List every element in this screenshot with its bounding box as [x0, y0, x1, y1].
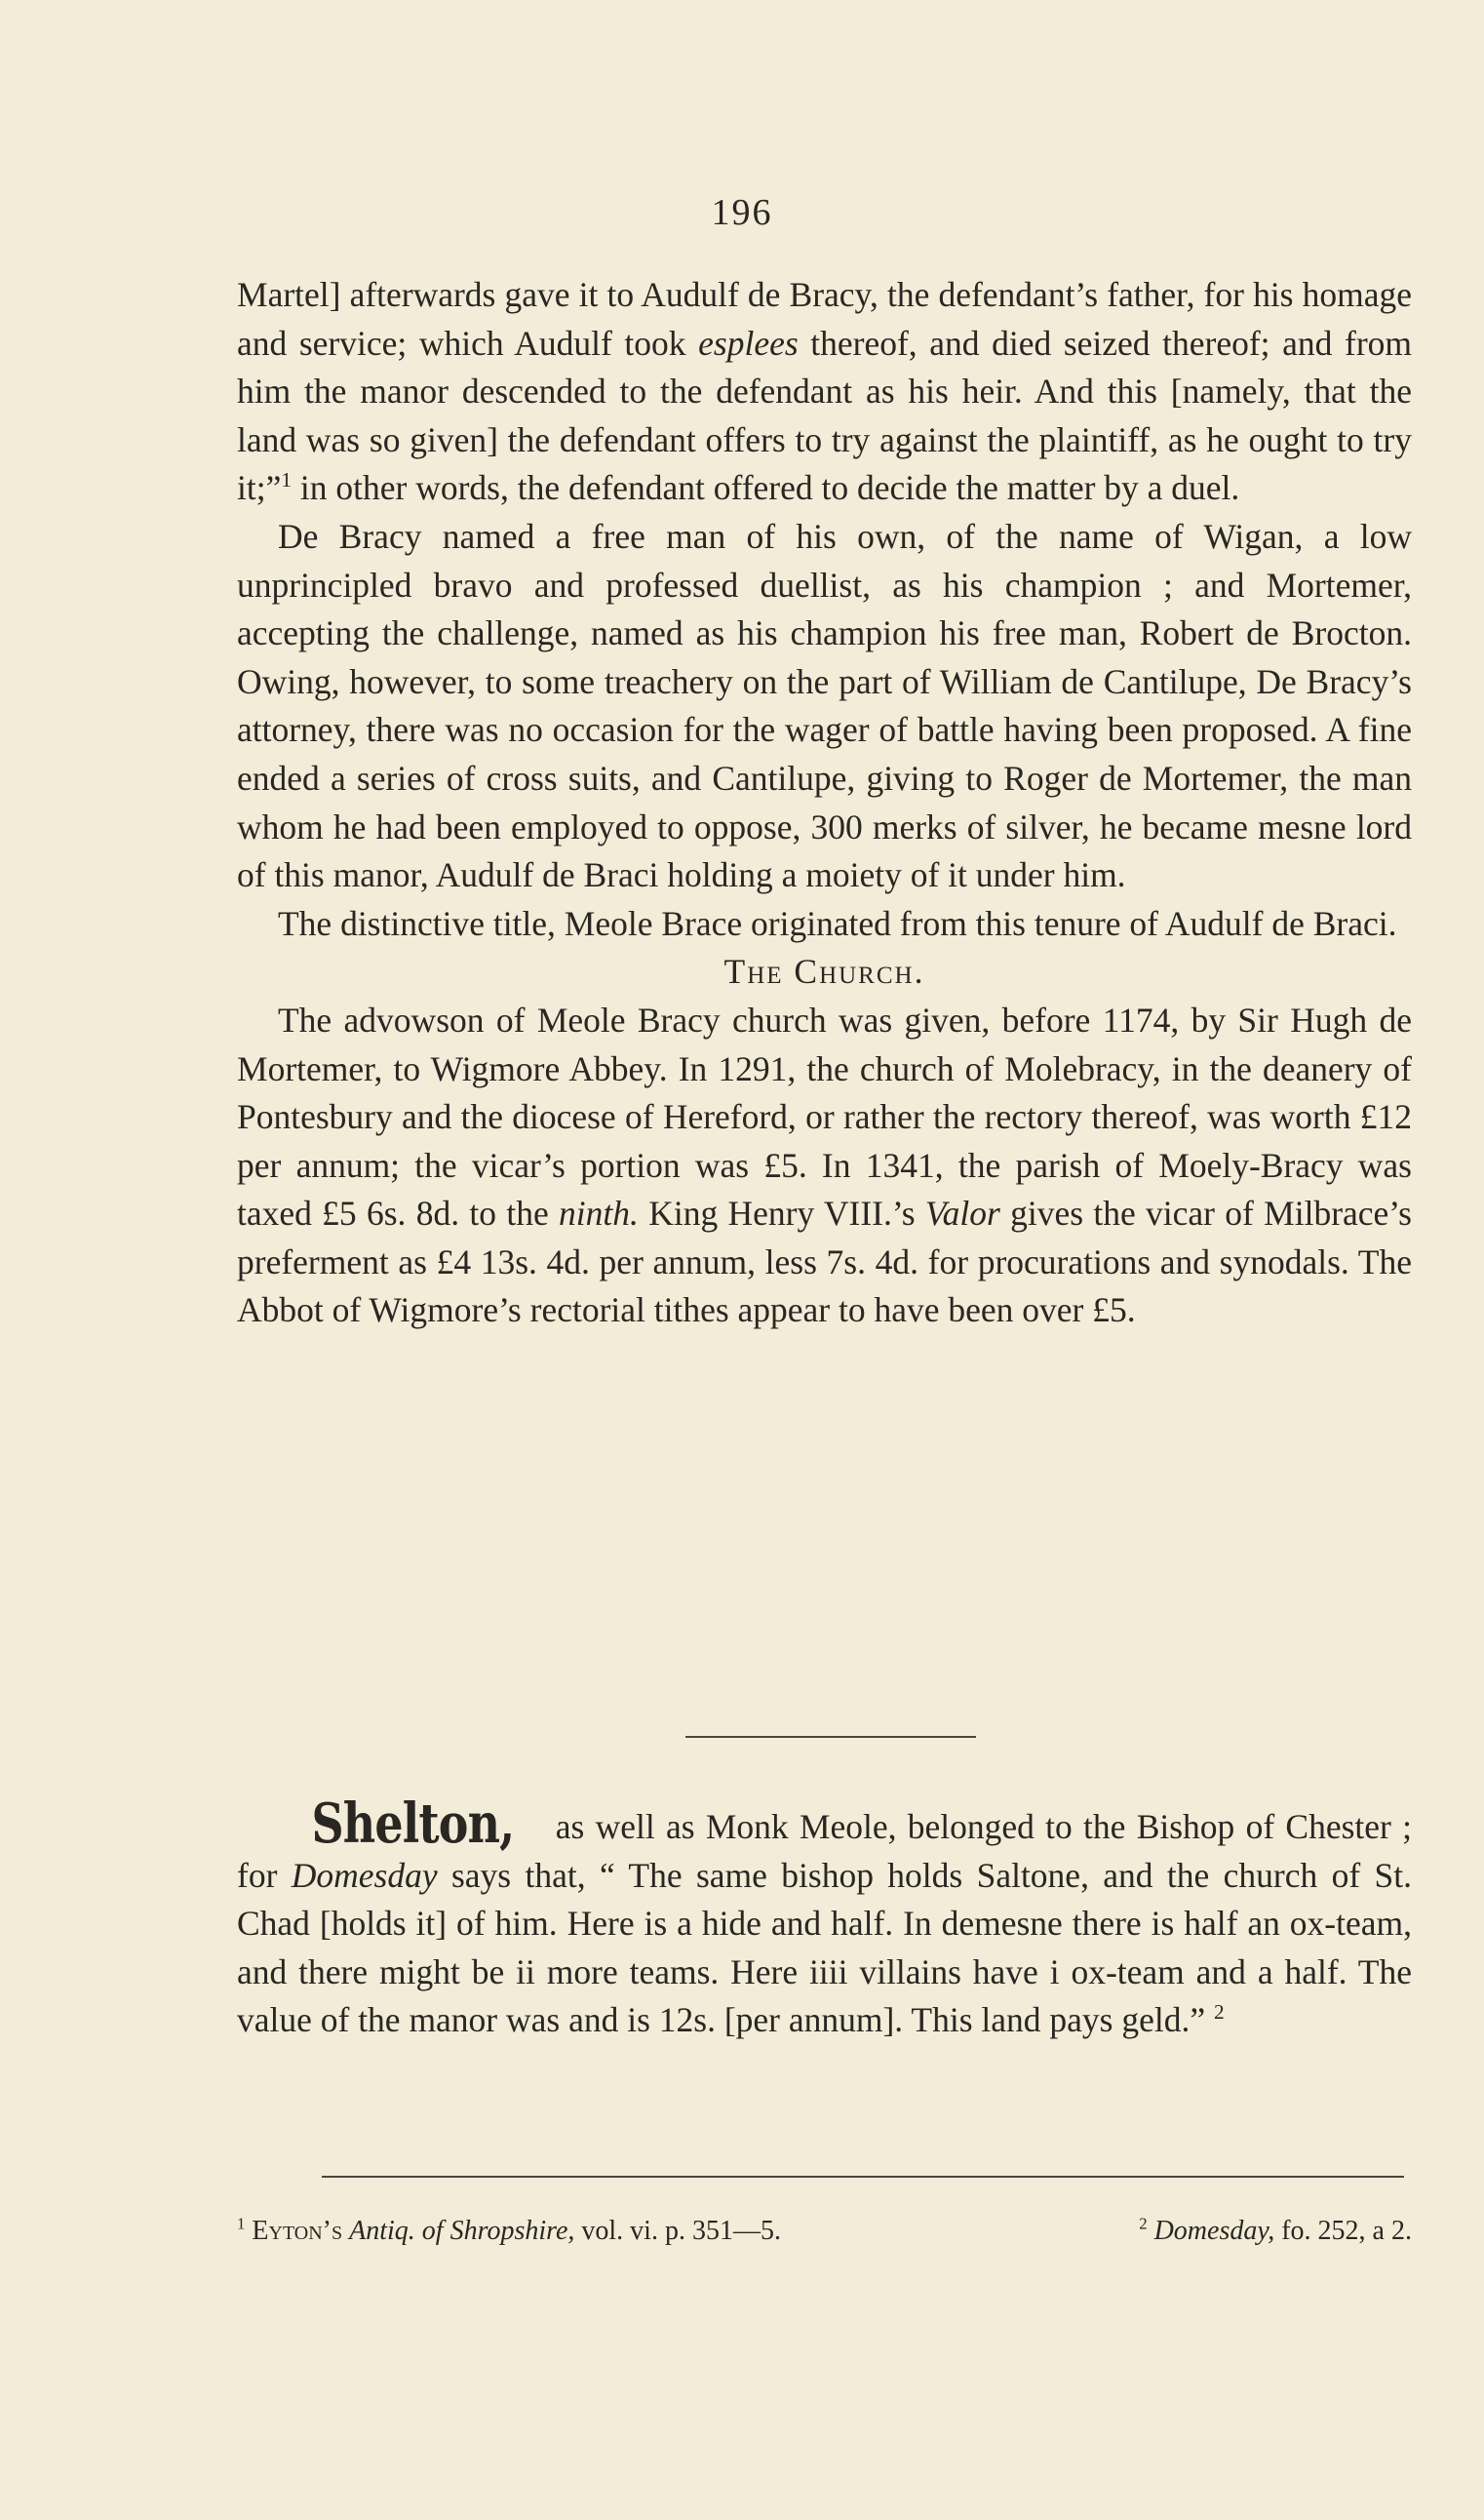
footnote-ref-2: 2	[1213, 2000, 1225, 2025]
heading-the-church: The Church.	[723, 952, 925, 992]
footnote-2: $^2$ Domesday, fo. 252, a 2.	[1139, 2214, 1412, 2246]
paragraph-distinctive-title: The distinctive title, Meole Brace originated from this tenure of Audulf de Braci.	[278, 903, 1397, 943]
body-text-upper	[237, 271, 1412, 1335]
body-text-lower	[237, 1792, 1412, 2045]
page-number: 196	[711, 192, 773, 233]
paragraph-martel: Martel] afterwards gave it to Audulf de Bracy, the defendant’s father, for his homage and service; which Audulf took esplees thereof, and died seized thereof; and from him the manor descended to the defendant as his heir. And this [namely, that the land was so given] the defendant offers to try against the plaintiff, as he ought to try it;”$^1$ in other words, the defendant offered to decide the matter by a duel.	[237, 275, 1412, 508]
paragraph-shelton: Shelton, as well as Monk Meole, belonged to the Bishop of Chester ; for Domesday says that, “ The same bishop holds Saltone, and the church of St. Chad [holds it] of him. Here is a hide and half. In demesne there is half an ox-team, and there might be ii more teams. Here iiii villains have i ox-team and a half. The value of the manor was and is 12s. [per annum]. This land pays geld.” $^2$	[237, 1792, 1412, 2040]
paragraph-de-bracy: De Bracy named a free man of his own, of the name of Wigan, a low unprincipled bravo and professed duellist, as his champion ; and Mortemer, accepting the challenge, named as his champion his free man, Robert de Brocton. Owing, however, to some treachery on the part of William de Cantilupe, De Bracy’s attorney, there was no occasion for the wager of battle having been proposed. A fine ended a series of cross suits, and Cantilupe, giving to Roger de Mortemer, the man whom he had been employed to oppose, 300 merks of silver, he became mesne lord of this manor, Audulf de Braci holding a moiety of it under him.	[237, 516, 1412, 895]
esplees-term: esplees	[698, 323, 799, 363]
paragraph-church: The advowson of Meole Bracy church was given, before 1174, by Sir Hugh de Mortemer, to Wigmore Abbey. In 1291, the church of Molebracy, in the deanery of Pontesbury and the diocese of Hereford, or rather the rectory thereof, was worth £12 per annum; the vicar’s portion was £5. In 1341, the parish of Moely-Bracy was taxed £5 6s. 8d. to the ninth. King Henry VIII.’s Valor gives the vicar of Milbrace’s preferment as £4 13s. 4d. per annum, less 7s. 4d. for procurations and synodals. The Abbot of Wigmore’s rectorial tithes appear to have been over £5.	[237, 1000, 1412, 1330]
section-divider	[685, 1736, 976, 1738]
shelton-title: Shelton,	[311, 1792, 515, 1856]
footnote-divider	[322, 2176, 1404, 2178]
footnote-ref-1: 1	[281, 468, 293, 492]
footnote-1: $^1$ Eyton’s Antiq. of Shropshire, vol. vi. p. 351—5.	[237, 2214, 781, 2246]
